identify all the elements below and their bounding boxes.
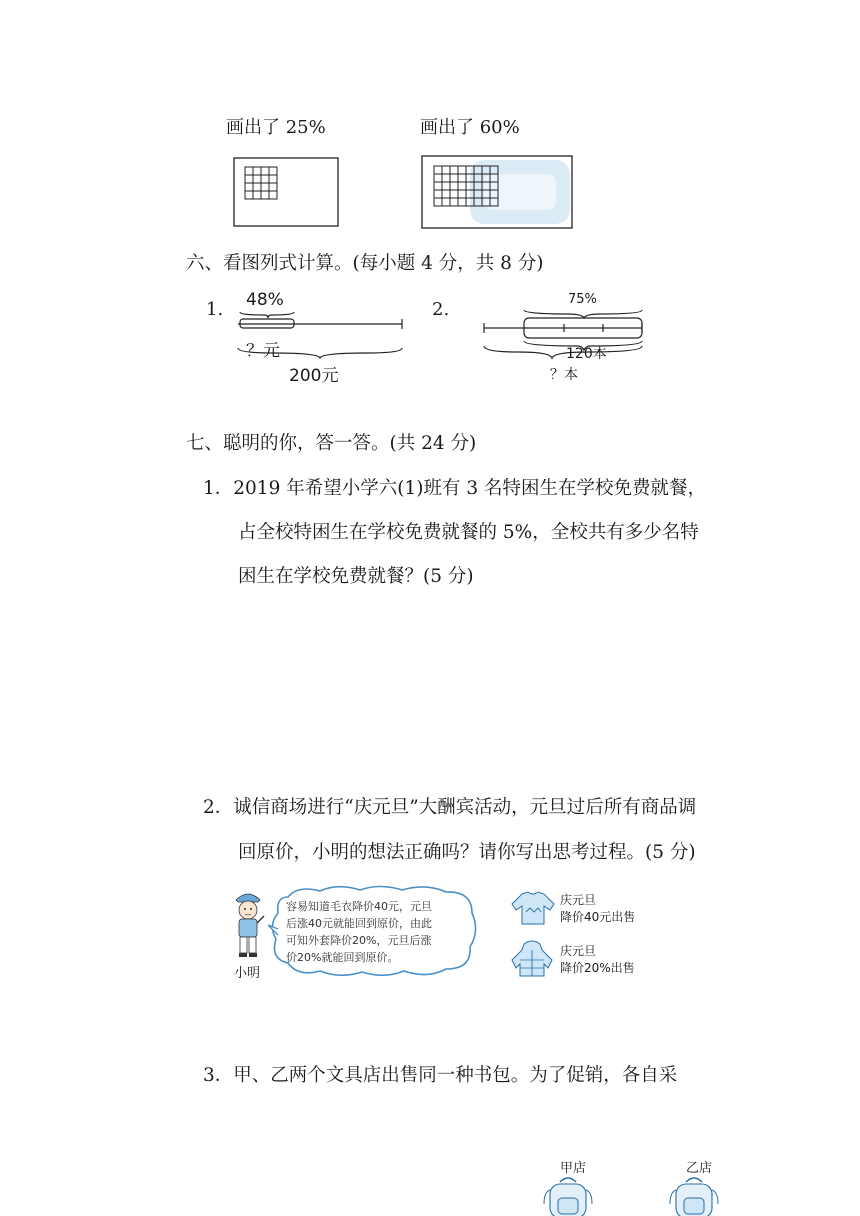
backpack-icon-store-b bbox=[666, 1174, 722, 1216]
bubble-line-1: 容易知道毛衣降价40元，元旦 bbox=[286, 900, 432, 913]
thought-bubble-text bbox=[286, 898, 476, 966]
boy-illustration bbox=[228, 890, 268, 960]
question2-line-2: 回原价，小明的想法正确吗？请你写出思考过程。(5 分) bbox=[238, 842, 696, 863]
watermark-logo bbox=[470, 160, 570, 224]
store-b-label: 乙店 bbox=[686, 1161, 713, 1176]
bubble-line-3: 可知外套降价20%，元旦后涨 bbox=[286, 934, 432, 947]
question1-line-1: 1．2019 年希望小学六(1)班有 3 名特困生在学校免费就餐， bbox=[203, 478, 706, 499]
caption-25-percent: 画出了 25% bbox=[226, 117, 326, 138]
backpack-icon-store-a bbox=[540, 1174, 596, 1216]
sweater-label-line-1: 庆元旦 bbox=[560, 893, 597, 907]
coat-label-line-1: 庆元旦 bbox=[560, 944, 597, 958]
problem1-number: 1. bbox=[206, 299, 224, 320]
question1-line-3: 困生在学校免费就餐？(5 分) bbox=[238, 566, 474, 587]
question2-line-1: 2．诚信商场进行“庆元旦”大酬宾活动，元旦过后所有商品调 bbox=[203, 797, 697, 818]
bubble-line-4: 价20%就能回到原价。 bbox=[286, 951, 399, 964]
coat-label-line-2: 降价20%出售 bbox=[560, 961, 635, 975]
grid-figure-25 bbox=[230, 154, 342, 230]
sweater-icon bbox=[510, 890, 556, 926]
problem1-total-label: 200元 bbox=[289, 366, 339, 386]
store-a-label: 甲店 bbox=[560, 1161, 587, 1176]
character-name-xiaoming: 小明 bbox=[234, 966, 261, 981]
question1-line-2: 占全校特困生在学校免费就餐的 5%，全校共有多少名特 bbox=[238, 522, 699, 543]
problem2-part-label: 120本 bbox=[566, 346, 607, 362]
section7-heading: 七、聪明的你，答一答。(共 24 分) bbox=[186, 433, 477, 454]
bubble-line-2: 后涨40元就能回到原价，由此 bbox=[286, 917, 432, 930]
problem2-number: 2. bbox=[432, 299, 450, 320]
problem2-line-diagram bbox=[478, 306, 650, 372]
coat-icon bbox=[508, 938, 556, 978]
question3-line-1: 3．甲、乙两个文具店出售同一种书包。为了促销，各自采 bbox=[203, 1065, 678, 1086]
caption-60-percent: 画出了 60% bbox=[420, 117, 520, 138]
section6-heading: 六、看图列式计算。(每小题 4 分，共 8 分) bbox=[186, 253, 544, 274]
problem1-top-label: 48% bbox=[246, 290, 284, 310]
problem2-total-label: ？本 bbox=[550, 367, 578, 383]
problem2-top-label: 75% bbox=[568, 292, 597, 307]
grid-figure-60 bbox=[420, 154, 576, 230]
problem1-part-label: ？元 bbox=[246, 341, 280, 361]
sweater-label-line-2: 降价40元出售 bbox=[560, 910, 636, 924]
